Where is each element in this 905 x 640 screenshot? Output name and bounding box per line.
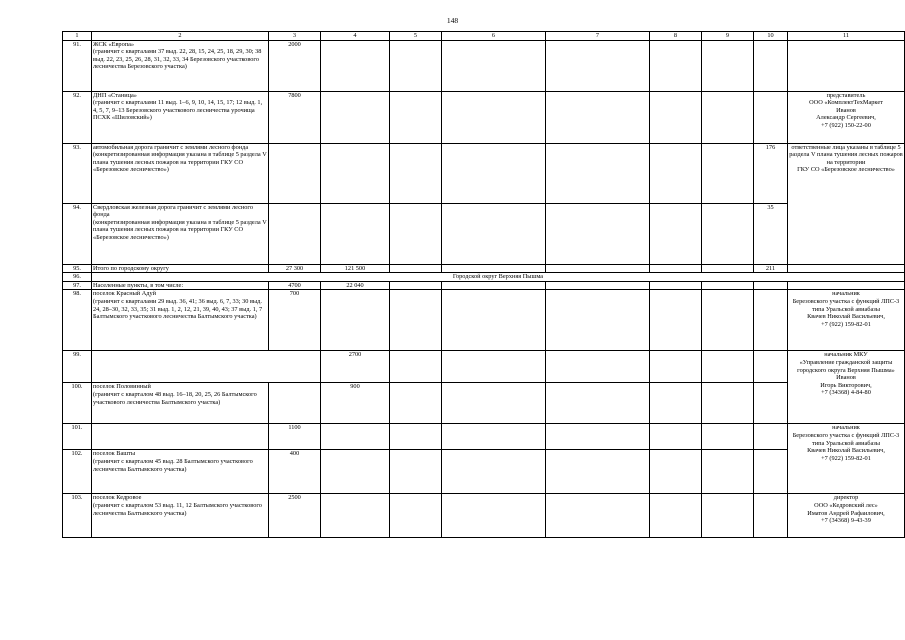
length-cell: 211 <box>754 264 788 273</box>
area-cell: 900 <box>321 383 390 424</box>
area-cell: 22 040 <box>321 281 390 290</box>
header-cell: 9 <box>702 32 754 41</box>
object-name: ЖСК «Европа» (граничит с кварталами 37 выд. 22, 28, 15, 24, 25, 18, 29, 30; 38 выд. 22, 23, 25, 26, 28, 31, 32, 33, 34 Березовского участкового лесничества Березовского участка) <box>92 40 269 91</box>
area-cell: 1100 <box>269 424 321 450</box>
table-row <box>63 494 905 538</box>
area-cell: 2000 <box>269 40 321 91</box>
section-title: Городской округ Верхняя Пышма <box>92 273 905 282</box>
responsible-person: ответственные лица указаны в таблице 5 раздела V плана тушения лесных пожаров на территории ГКУ СО «Березовское лесничество» <box>788 143 905 264</box>
fire-plan-table <box>62 31 905 538</box>
object-name: поселок Кедровое (граничит с кварталом 53 выд. 11, 12 Балтымского участкового лесничества Балтымского участка) <box>92 494 269 538</box>
table-row <box>63 40 905 91</box>
header-cell: 2 <box>92 32 269 41</box>
table-row <box>63 203 905 264</box>
row-number: 92. <box>63 91 92 143</box>
responsible-person: начальник Березовского участка с функций ЛПС-3 типа Уральской авиабазы Квачев Николай Васильевич, +7 (922) 159-82-01 <box>788 290 905 351</box>
header-cell: 4 <box>321 32 390 41</box>
header-cell: 6 <box>442 32 546 41</box>
row-number: 95. <box>63 264 92 273</box>
table-row <box>63 450 905 494</box>
row-number: 99. <box>63 351 92 383</box>
responsible-person: начальник Березовского участка с функций ЛПС-3 типа Уральской авиабазы Квачев Николай Васильевич, +7 (922) 159-82-01 <box>788 424 905 494</box>
area-cell: 121 500 <box>321 264 390 273</box>
responsible-person: начальник МКУ «Управление гражданской защиты городского округа Верхняя Пышма» Иванов Игорь Викторович, +7 (34368) 4-84-80 <box>788 351 905 424</box>
table-row <box>63 351 905 383</box>
length-cell: 176 <box>754 143 788 203</box>
row-number: 102. <box>63 450 92 494</box>
table-row <box>63 383 905 424</box>
header-cell: 11 <box>788 32 905 41</box>
table-row <box>63 281 905 290</box>
object-name: поселок Половинный (граничит с кварталом 48 выд. 16–18, 20, 25, 26 Балтымского участкового лесничества Балтымского участка) <box>92 383 269 424</box>
row-number: 91. <box>63 40 92 91</box>
header-cell: 7 <box>546 32 650 41</box>
area-cell: 400 <box>269 450 321 494</box>
header-cell: 1 <box>63 32 92 41</box>
header-cell: 8 <box>650 32 702 41</box>
row-number: 103. <box>63 494 92 538</box>
table-row <box>63 264 905 273</box>
table-row <box>63 424 905 450</box>
object-name: поселок Вашты (граничит с кварталом 45 выд. 28 Балтымского участкового лесничества Балтымского участка) <box>92 450 269 494</box>
area-cell: 4700 <box>269 281 321 290</box>
header-cell: 3 <box>269 32 321 41</box>
object-name: Итого по городскому округу <box>92 264 269 273</box>
area-cell: 7800 <box>269 91 321 143</box>
header-cell: 10 <box>754 32 788 41</box>
area-cell: 2500 <box>269 494 321 538</box>
row-number: 93. <box>63 143 92 203</box>
row-number: 101. <box>63 424 92 450</box>
row-number: 100. <box>63 383 92 424</box>
object-name: ДНП «Станица» (граничит с кварталами 11 выд. 1–6, 9, 10, 14, 15, 17; 12 выд. 1, 4, 5, 7, 9–13 Березовского участкового лесничества урочища ПСХК «Шиловский») <box>92 91 269 143</box>
object-name: автомобильная дорога граничит с землями лесного фонда (конкретизированная информация указана в таблице 5 раздела V плана тушения лесных пожаров на территории ГКУ СО «Березовское лесничество») <box>92 143 269 203</box>
object-name: поселок Красный Адуй (граничит с кварталами 29 выд. 36, 41; 36 выд. 6, 7, 33; 30 выд. 24, 28–30, 32, 33, 35; 31 выд. 1, 2, 12, 21, 39, 40, 43; 37 выд. 1, 7 Балтымского участкового лесничества Балтымского участка) <box>92 290 269 351</box>
responsible-person: директор ООО «Кедровский лес» Иматов Андрей Рафаилович, +7 (34368) 9-43-39 <box>788 494 905 538</box>
row-number: 97. <box>63 281 92 290</box>
area-cell: 700 <box>269 290 321 351</box>
table-row <box>63 273 905 282</box>
header-row <box>63 32 905 41</box>
row-number: 98. <box>63 290 92 351</box>
table-row <box>63 143 905 203</box>
responsible-person: представитель ООО «КомплектТехМаркет Иванов Александр Сергеевич, +7 (922) 150-22-00 <box>788 91 905 143</box>
area-cell: 27 300 <box>269 264 321 273</box>
row-number: 96. <box>63 273 92 282</box>
header-cell: 5 <box>390 32 442 41</box>
area-cell: 2700 <box>321 351 390 383</box>
length-cell: 35 <box>754 203 788 264</box>
page-number: 148 <box>446 16 459 25</box>
object-name: Свердловская железная дорога граничит с землями лесного фонда (конкретизированная информация указана в таблице 5 раздела V плана тушения лесных пожаров на территории ГКУ СО «Березовское лесничество») <box>92 203 269 264</box>
object-name: Населенные пункты, в том числе: <box>92 281 269 290</box>
row-number: 94. <box>63 203 92 264</box>
table-row <box>63 91 905 143</box>
table-row <box>63 290 905 351</box>
